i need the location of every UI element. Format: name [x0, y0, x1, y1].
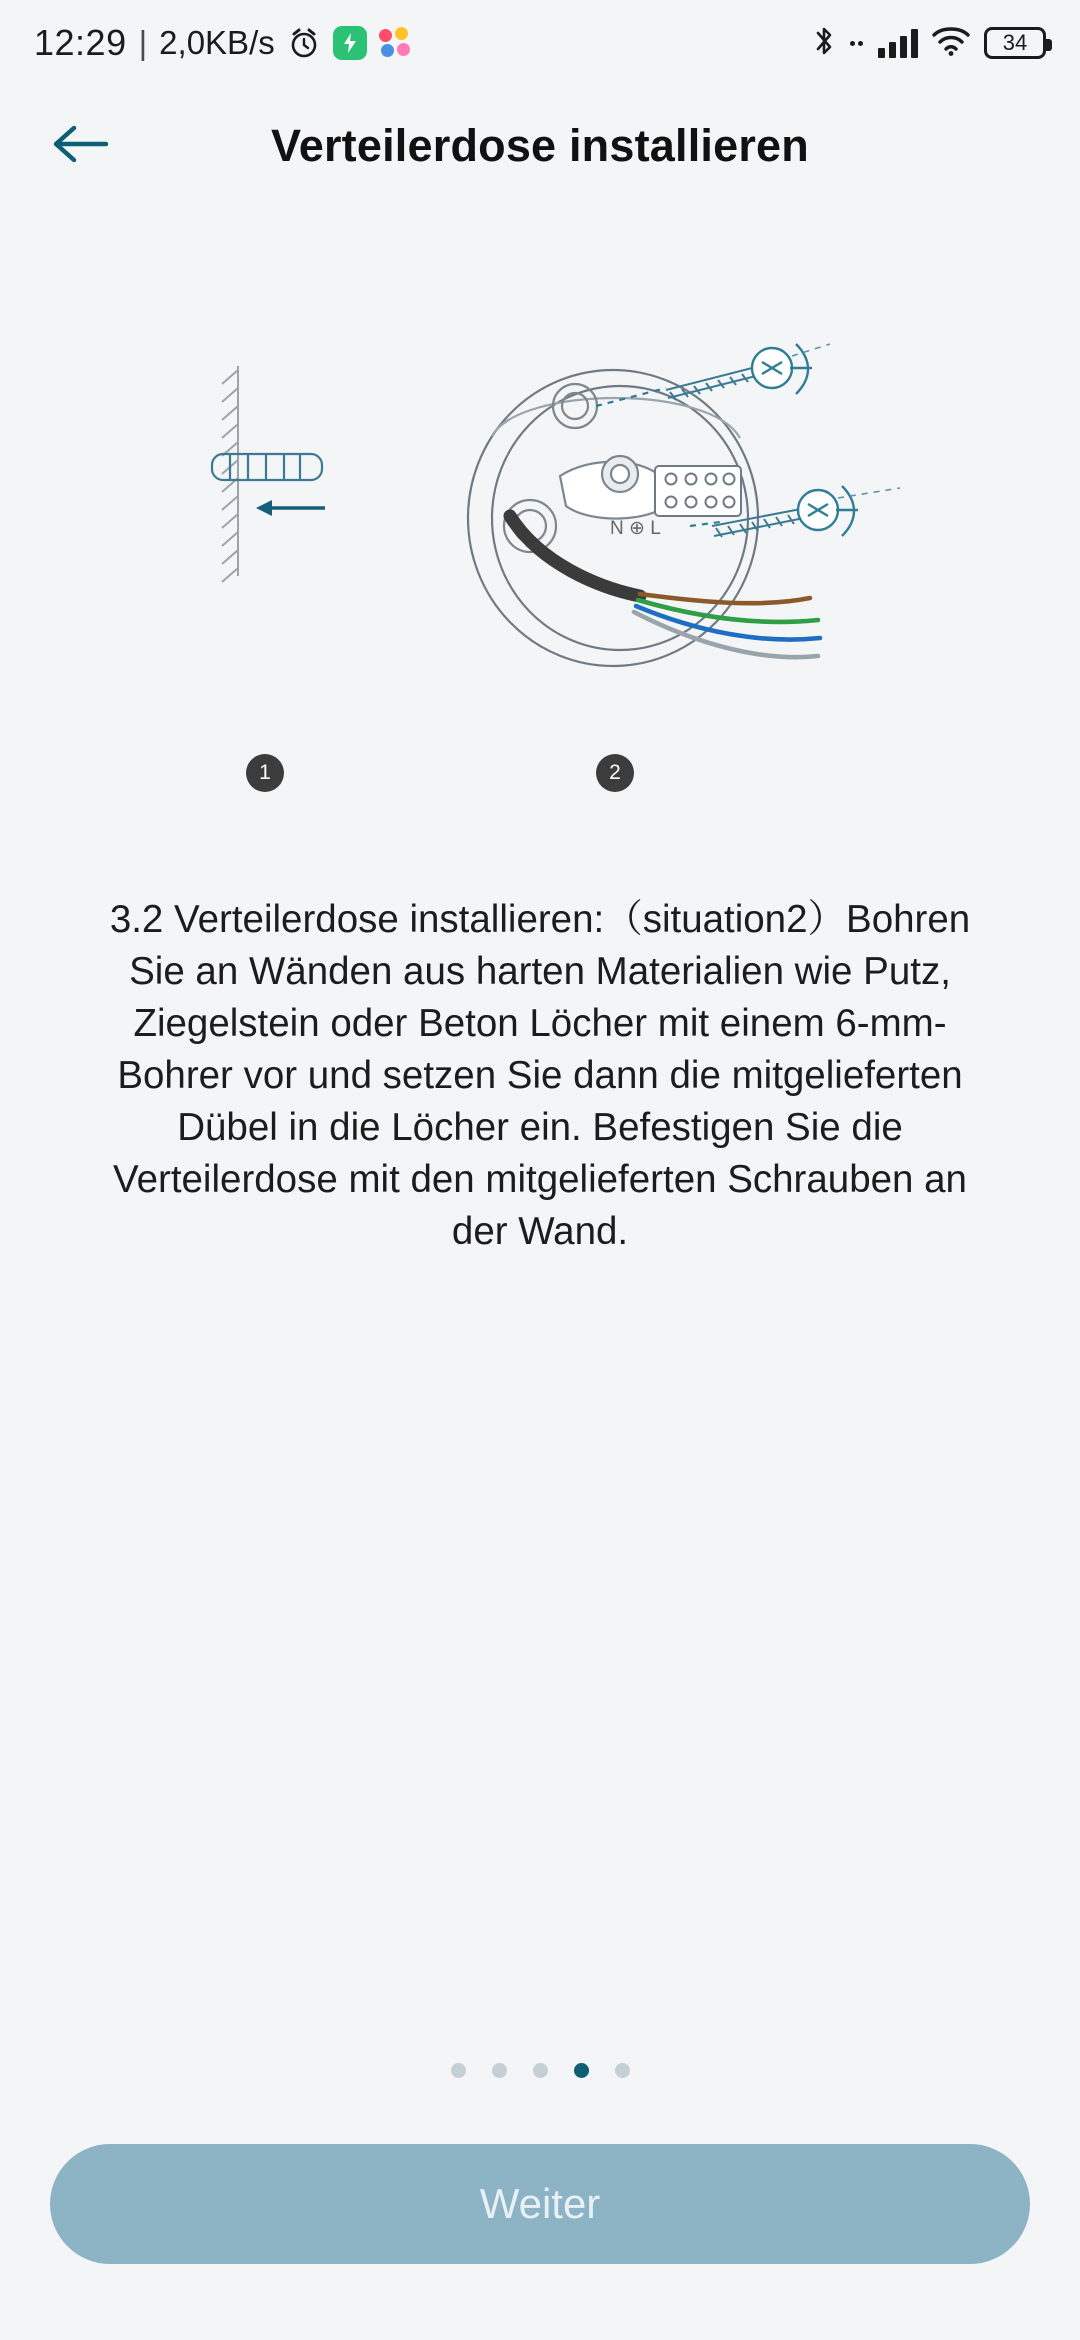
terminal-labels: N ⊕ L: [610, 518, 661, 539]
screw-top: [596, 344, 830, 406]
colored-wires: [634, 594, 820, 657]
wifi-icon: [931, 25, 971, 62]
terminal-block: [655, 466, 741, 516]
cellular-signal-icon: [878, 28, 918, 58]
alarm-icon: [287, 26, 321, 60]
page-title: Verteilerdose installieren: [271, 120, 809, 171]
app-bar: [0, 86, 1080, 206]
status-bar-right: [811, 24, 1046, 63]
battery-level: 34: [1002, 30, 1028, 55]
arrow-left-icon: [50, 122, 112, 171]
insert-arrow: [256, 500, 325, 516]
signal-dots-icon: [850, 41, 863, 46]
page-dot-3[interactable]: [533, 2063, 548, 2078]
instruction-text: 3.2 Verteilerdose installieren:（situation2）Bohren Sie an Wänden aus harten Materialien wie Putz, Ziegelstein oder Beton Löcher mit einem 6-mm-Bohrer vor und setzen Sie dann die mitgelieferten Dübel in die Löcher ein. Befestigen Sie die Verteilerdose mit den mitgelieferten Schrauben an der Wand.: [109, 898, 971, 1253]
page-indicator: [451, 2063, 630, 2078]
main-content: [0, 206, 1080, 2340]
bluetooth-icon: [811, 24, 837, 63]
page-dot-4[interactable]: [574, 2063, 589, 2078]
status-time: 12:29: [34, 22, 127, 63]
step-badges: [0, 746, 1080, 806]
page-dot-5[interactable]: [615, 2063, 630, 2078]
status-bar-left: [34, 22, 411, 64]
step-badge-1: 1: [246, 754, 284, 792]
step-badge-2: 2: [596, 754, 634, 792]
next-button[interactable]: Weiter: [50, 2144, 1030, 2264]
status-separator: |: [138, 24, 148, 61]
green-app-icon: [333, 26, 367, 60]
illustration-svg: [0, 326, 1080, 746]
battery-indicator: [984, 27, 1046, 59]
back-button[interactable]: [46, 111, 116, 181]
page-dot-2[interactable]: [492, 2063, 507, 2078]
installation-illustration: [0, 326, 1080, 746]
status-bar: [0, 0, 1080, 86]
page-dot-1[interactable]: [451, 2063, 466, 2078]
color-dots-icon: [379, 27, 411, 59]
network-speed: 2,0KB/s: [159, 24, 275, 61]
